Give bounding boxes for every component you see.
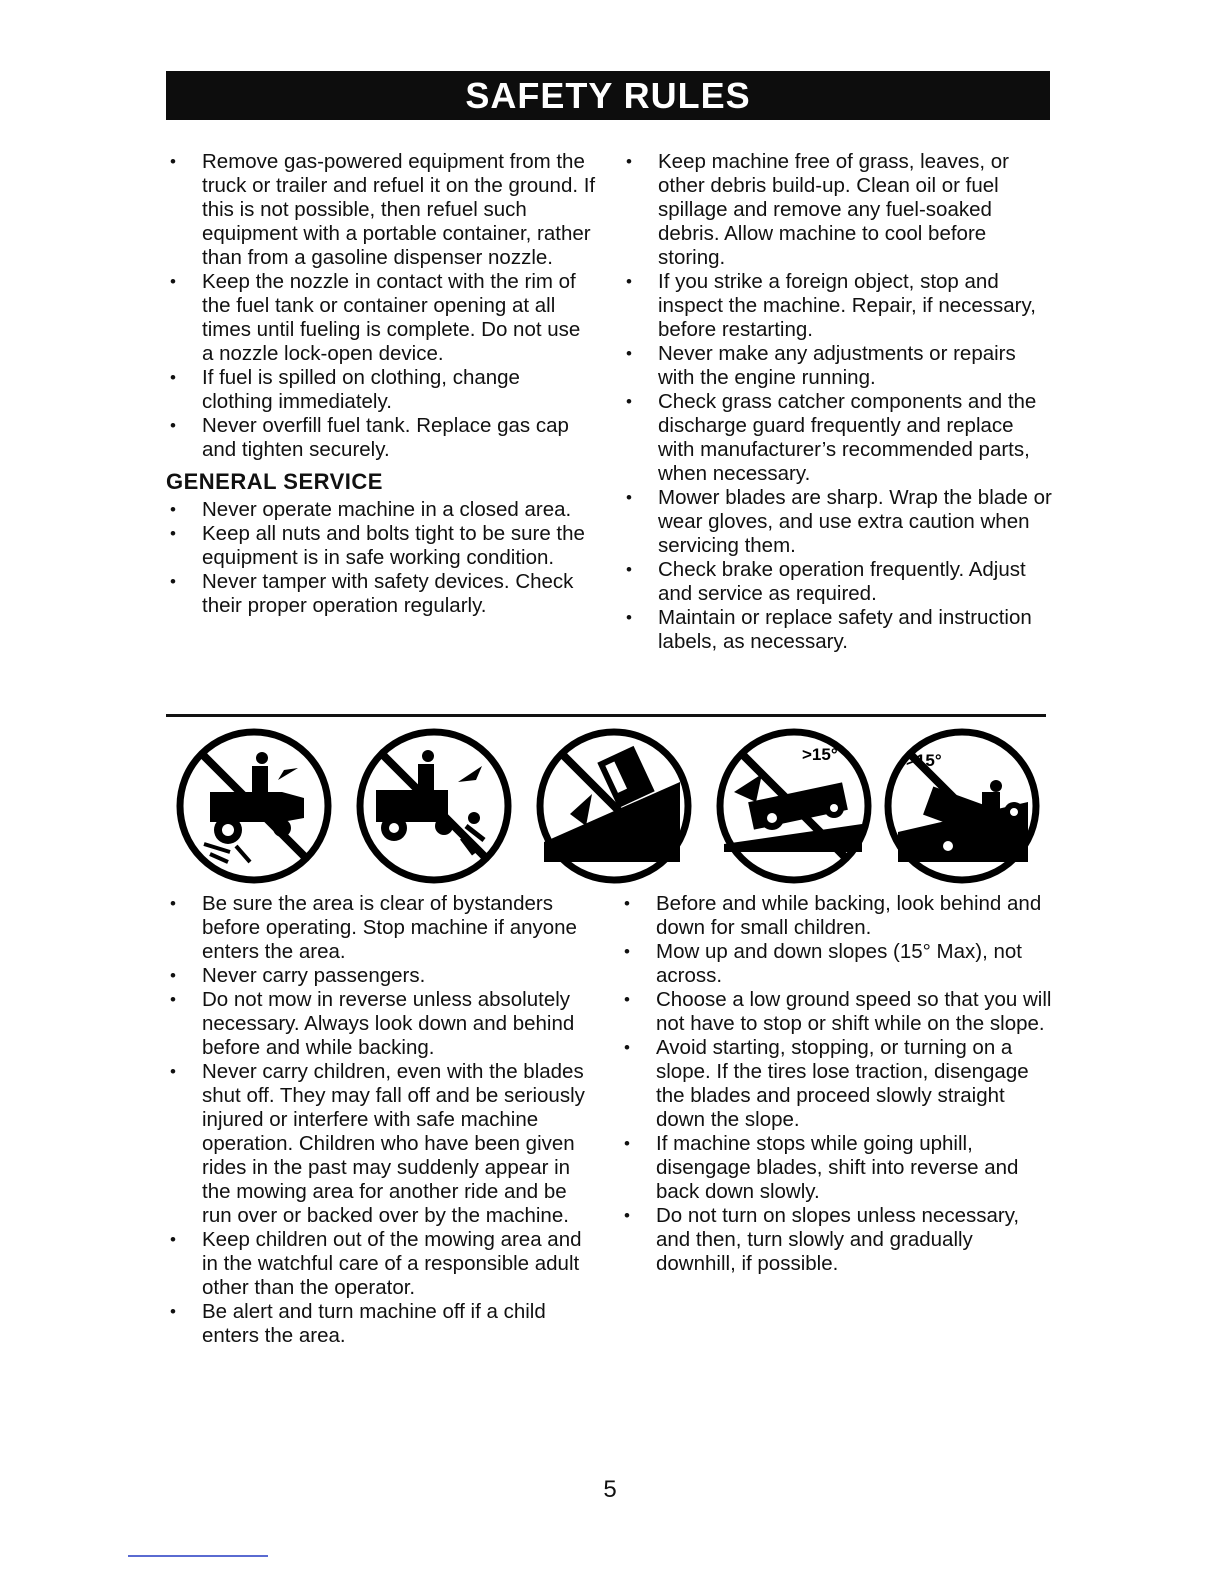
slope-max-down-icon (878, 722, 1046, 890)
service-rules-list (622, 150, 1054, 654)
list-item: • Keep the nozzle in contact with the rim of the fuel tank or container opening at all times until fueling is complete. Do not use a nozzle lock-open device. (166, 270, 596, 366)
list-item: • Do not mow in reverse unless absolutely necessary. Always look down and behind before and while backing. (166, 988, 596, 1060)
list-item: • Choose a low ground speed so that you will not have to stop or shift while on the slope. (620, 988, 1054, 1036)
list-item: • If machine stops while going uphill, disengage blades, shift into reverse and back down slowly. (620, 1132, 1054, 1204)
list-item: • Check brake operation frequently. Adjust and service as required. (622, 558, 1054, 606)
top-left-column (166, 150, 596, 618)
list-item: • Never make any adjustments or repairs with the engine running. (622, 342, 1054, 390)
safety-pictogram-row (166, 722, 1046, 890)
slope-rules-list (620, 892, 1054, 1276)
list-item: • Keep machine free of grass, leaves, or other debris build-up. Clean oil or fuel spillage and remove any fuel-soaked debris. Allow machine to cool before storing. (622, 150, 1054, 270)
page-title: SAFETY RULES (166, 71, 1050, 120)
general-service-list (166, 498, 596, 618)
top-right-column (622, 150, 1054, 654)
slope-max-up-icon (710, 722, 878, 890)
list-item: • If you strike a foreign object, stop and inspect the machine. Repair, if necessary, before restarting. (622, 270, 1054, 342)
list-item: • Be sure the area is clear of bystanders before operating. Stop machine if anyone enters the area. (166, 892, 596, 964)
section-divider (166, 714, 1046, 717)
list-item: • Never overfill fuel tank. Replace gas cap and tighten securely. (166, 414, 596, 462)
slope-angle-label: >15° (802, 745, 838, 764)
list-item: • Before and while backing, look behind and down for small children. (620, 892, 1054, 940)
operation-rules-list (166, 892, 596, 1348)
no-bystanders-icon (170, 722, 338, 890)
list-item: • Never operate machine in a closed area. (166, 498, 596, 522)
list-item: • Remove gas-powered equipment from the truck or trailer and refuel it on the ground. If this is not possible, then refuel such equipment with a portable container, rather than from a gasoline dispenser nozzle. (166, 150, 596, 270)
footer-underline (128, 1555, 268, 1557)
list-item: • Maintain or replace safety and instruction labels, as necessary. (622, 606, 1054, 654)
list-item: • Do not turn on slopes unless necessary, and then, turn slowly and gradually downhill, if possible. (620, 1204, 1054, 1276)
list-item: • Never carry passengers. (166, 964, 596, 988)
list-item: • Mow up and down slopes (15° Max), not across. (620, 940, 1054, 988)
list-item: • Keep children out of the mowing area and in the watchful care of a responsible adult other than the operator. (166, 1228, 596, 1300)
fueling-rules-list (166, 150, 596, 462)
slope-angle-label: >15° (906, 751, 942, 770)
list-item: • Never tamper with safety devices. Check their proper operation regularly. (166, 570, 596, 618)
page-number: 5 (603, 1476, 617, 1503)
list-item: • Check grass catcher components and the discharge guard frequently and replace with manufacturer’s recommended parts, when necessary. (622, 390, 1054, 486)
general-service-heading: GENERAL SERVICE (166, 469, 383, 494)
list-item: • Be alert and turn machine off if a child enters the area. (166, 1300, 596, 1348)
list-item: • If fuel is spilled on clothing, change clothing immediately. (166, 366, 596, 414)
list-item: • Mower blades are sharp. Wrap the blade or wear gloves, and use extra caution when servicing them. (622, 486, 1054, 558)
no-tipping-on-slope-icon (530, 722, 698, 890)
list-item: • Keep all nuts and bolts tight to be sure the equipment is in safe working condition. (166, 522, 596, 570)
bottom-right-column (620, 892, 1054, 1276)
list-item: • Avoid starting, stopping, or turning on a slope. If the tires lose traction, disengage the blades and proceed slowly straight down the slope. (620, 1036, 1054, 1132)
no-mowing-in-reverse-icon (350, 722, 518, 890)
list-item: • Never carry children, even with the blades shut off. They may fall off and be seriously injured or interfere with safe machine operation. Children who have been given rides in the past may suddenly appear in the mowing area for another ride and be run over or backed over by the machine. (166, 1060, 596, 1228)
bottom-left-column (166, 892, 596, 1348)
